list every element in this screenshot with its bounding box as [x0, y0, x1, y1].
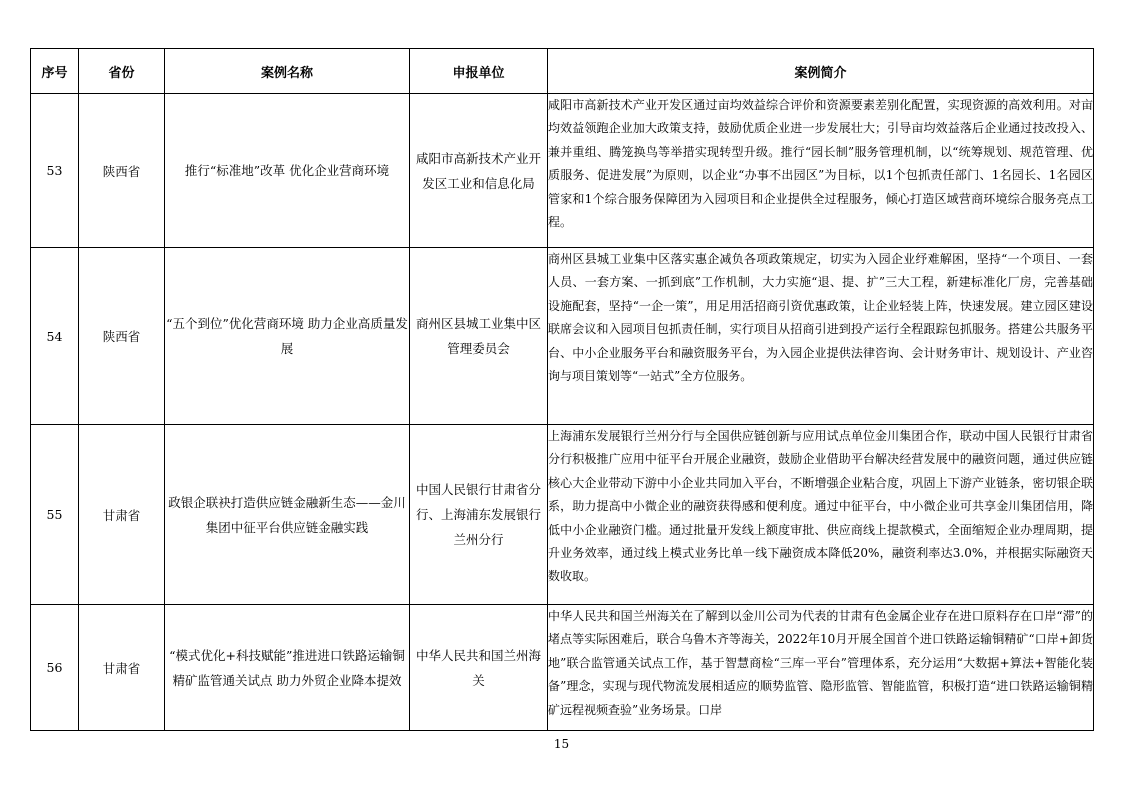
row-num: 53 [31, 94, 79, 248]
row-num: 55 [31, 425, 79, 605]
table-row [31, 605, 1094, 731]
table-row [31, 248, 1094, 425]
row-case-name: 推行“标准地”改革 优化企业营商环境 [165, 94, 410, 248]
row-reporting-unit: 咸阳市高新技术产业开发区工业和信息化局 [410, 94, 548, 248]
case-table [30, 48, 1094, 731]
header-reporting-unit: 申报单位 [410, 49, 548, 94]
header-province: 省份 [79, 49, 165, 94]
row-case-intro-cell [548, 605, 1094, 731]
row-case-name: “五个到位”优化营商环境 助力企业高质量发展 [165, 248, 410, 425]
header-num: 序号 [31, 49, 79, 94]
row-case-intro: 中华人民共和国兰州海关在了解到以金川公司为代表的甘肃有色金属企业存在进口原料存在口岸“滞”的堵点等实际困难后，联合乌鲁木齐等海关，2022年10月开展全国首个进口铁路运输铜精矿“口岸+卸货地”联合监管通关试点工作，基于智慧商检“三库一平台”管理体系，充分运用“大数据+算法+智能化装备”理念，实现与现代物流发展相适应的顺势监管、隐形监管、智能监管，积极打造“进口铁路运输铜精矿远程视频查验”业务场景。口岸 [548, 609, 1093, 717]
row-case-intro: 上海浦东发展银行兰州分行与全国供应链创新与应用试点单位金川集团合作，联动中国人民银行甘肃省分行积极推广应用中征平台开展企业融资，鼓励企业借助平台解决经营发展中的融资问题，通过供应链核心大企业带动下游中小企业共同加入平台，不断增强企业粘合度，巩固上下游产业链条，密切银企联系，助力提高中小微企业的融资获得感和便利度。通过中征平台，中小微企业可共享金川集团信用，降低中小企业融资门槛。通过批量开发线上额度审批、供应商线上提款模式，全面缩短企业办理周期，提升业务效率，通过线上模式业务比单一线下融资成本降低20%，融资利率达3.0%，并根据实际融资天数收取。 [548, 425, 1094, 605]
row-case-name: 政银企联袂打造供应链金融新生态——金川集团中征平台供应链金融实践 [165, 425, 410, 605]
row-reporting-unit: 商州区县城工业集中区管理委员会 [410, 248, 548, 425]
row-case-name: “模式优化+科技赋能”推进进口铁路运输铜精矿监管通关试点 助力外贸企业降本提效 [165, 605, 410, 731]
row-province: 陕西省 [79, 94, 165, 248]
row-case-intro: 咸阳市高新技术产业开发区通过亩均效益综合评价和资源要素差别化配置，实现资源的高效利用。对亩均效益领跑企业加大政策支持，鼓励优质企业进一步发展壮大；引导亩均效益落后企业通过技改投入、兼并重组、腾笼换鸟等举措实现转型升级。推行“园长制”服务管理机制，以“统筹规划、规范管理、优质服务、促进发展”为原则，以企业“办事不出园区”为目标，以1个包抓责任部门、1名园长、1名园区管家和1个综合服务保障团为入园项目和企业提供全过程服务，倾心打造区域营商环境综合服务亮点工程。 [548, 94, 1094, 248]
table-row [31, 425, 1094, 605]
row-num: 54 [31, 248, 79, 425]
table-header-row [31, 49, 1094, 94]
table-row [31, 94, 1094, 248]
header-case-name: 案例名称 [165, 49, 410, 94]
row-case-intro: 商州区县城工业集中区落实惠企减负各项政策规定，切实为入园企业纾难解困，坚持“一个项目、一套人员、一套方案、一抓到底”工作机制，大力实施“退、提、扩”三大工程，新建标准化厂房，完善基础设施配套，坚持“一企一策”，用足用活招商引资优惠政策，让企业轻装上阵，快速发展。建立园区建设联席会议和入园项目包抓责任制，实行项目从招商引进到投产运行全程跟踪包抓服务。搭建公共服务平台、中小企业服务平台和融资服务平台，为入园企业提供法律咨询、会计财务审计、规划设计、产业咨询与项目策划等“一站式”全方位服务。 [548, 248, 1094, 425]
header-case-intro: 案例简介 [548, 49, 1094, 94]
row-province: 甘肃省 [79, 605, 165, 731]
row-reporting-unit: 中华人民共和国兰州海关 [410, 605, 548, 731]
row-num: 56 [31, 605, 79, 731]
row-province: 陕西省 [79, 248, 165, 425]
row-province: 甘肃省 [79, 425, 165, 605]
page-number: 15 [553, 737, 570, 751]
row-reporting-unit: 中国人民银行甘肃省分行、上海浦东发展银行兰州分行 [410, 425, 548, 605]
